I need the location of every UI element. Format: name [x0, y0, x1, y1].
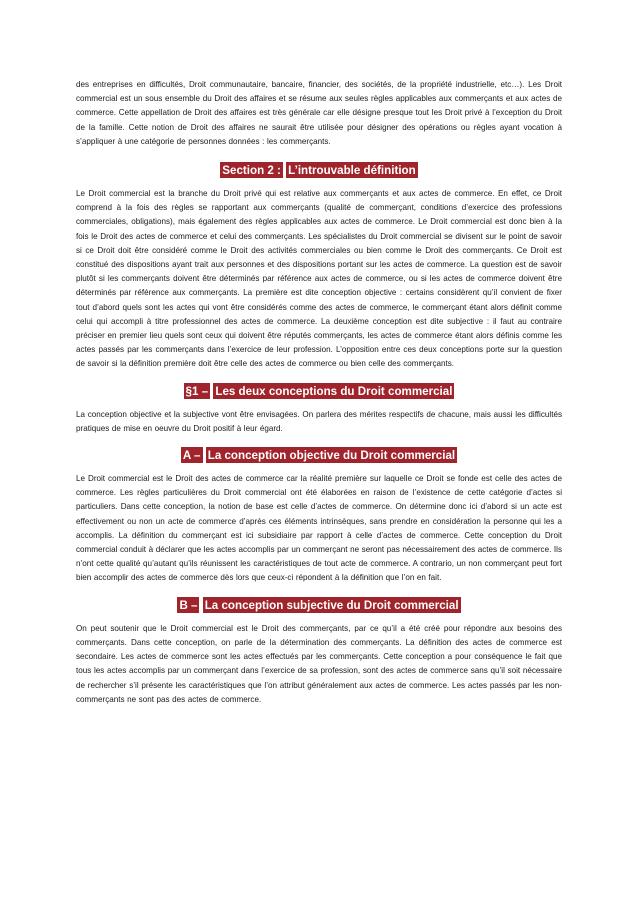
- subsection-a-letter: A –: [182, 449, 201, 463]
- subsection-a-paragraph: Le Droit commercial est le Droit des actes de commerce car la réalité première sur laquelle ce Droit se fonde est celle des actes de commerce. Les règles particulières du Droit commercial ont été élaborées en raison de l’existence de cette catégorie d’actes si particuliers. Dans cette conception, la notion de base est celle d’actes de commerce. On détermine donc ici d’abord si un acte est effectivement ou non un acte de commerce d’après ces éléments intrinsèques, sans prendre en considération la personne qui les a accomplis. La définition du commerçant est ici subsidiaire par rapport à celle d’actes de commerce. Cette conception du Droit commercial conduit à déclarer que les actes accomplis par un commerçant ne seront pas nécessairement des actes de commerce. Ils n’ont cette qualité qu’autant qu’ils réunissent les caractéristiques de tout acte de commerce. A contrario, un non commerçant peut fort bien accomplir des actes de commerce dès lors que ceux-ci répondent à la définition que l’on en fait.: [76, 474, 562, 583]
- subsection-a-title: La conception objective du Droit commercial: [207, 449, 456, 463]
- section-2-title: L’introuvable définition: [288, 164, 416, 178]
- paragraph-1-text: La conception objective et la subjective vont être envisagées. On parlera des mérites respectifs de chacune, mais aussi les difficultés pratiques de mise en oeuvre du Droit positif à leur égard.: [76, 409, 562, 433]
- subsection-b-paragraph: On peut soutenir que le Droit commercial est le Droit des commerçants, par ce qu’il a été créé pour répondre aux besoins des commerçants. Dans cette conception, on parle de la détermination des commerçants. La définition des actes de commerce est secondaire. Les actes de commerce sont les actes effectués par les commerçants. Cette conception a pour conséquence le fait que tous les actes accomplis par un commerçant dans l’exercice de sa profession, sont des actes de commerce sans qu’il soit nécessaire de rechercher s’il présente les caractéristiques que l’on attribut généralement aux actes de commerce. Les actes passés par les non-commerçants ne sont pas des actes de commerce.: [76, 623, 562, 704]
- paragraph-1-number: §1 –: [185, 384, 209, 398]
- intro-paragraph: des entreprises en difficultés, Droit communautaire, bancaire, financier, des sociétés, de la propriété industrielle, etc…). Les Droit commercial est un sous ensemble du Droit des affaires et se résume aux seules règles applicables aux commerçants et aux actes de commerce. Cette appellation de Droit des affaires est très générale car elle désigne presque tout les Droit privé à l’exception du Droit de la famille. Cette notion de Droit des affaires ne saurait être utilisée pour désigner des opérations ou règles ayant vocation à s’appliquer à une catégorie de personnes données : les commerçants.: [76, 80, 562, 146]
- document-body: [76, 78, 562, 707]
- subsection-b-letter: B –: [179, 598, 198, 612]
- section-2-heading: [76, 161, 562, 179]
- subsection-a-heading: [76, 446, 562, 464]
- subsection-b-heading: [76, 596, 562, 614]
- paragraph-1-heading: [76, 382, 562, 400]
- subsection-b-title: La conception subjective du Droit commercial: [204, 598, 459, 612]
- section-2-paragraph: Le Droit commercial est la branche du Droit privé qui est relative aux commerçants et aux actes de commerce. En effet, ce Droit comprend à la fois des règles se rapportant aux commerçants (qualité de commerçant, conditions d’exercice des professions commerciales, obligations), mais également des règles applicables aux actes de commerce. Le Droit commercial est donc bien à la fois le Droit des actes de commerce et celui des commerçants. Les spécialistes du Droit commercial se divisent sur le point de savoir si ce Droit doit être considéré comme le Droit des activités commerciales ou bien comme le Droit des commerçants. Ce Droit est constitué des dispositions ayant trait aux personnes et des dispositions portant sur les actes de commerce. La question est de savoir plutôt si les commerçants doivent être déterminés par référence aux actes de commerce, ou si les actes de commerce doivent être déterminés par référence aux commerçants. La première est dite conception objective : certains considèrent qu’il convient de fixer tout d’abord quels sont les actes qui vont être considérés comme des actes de commerce, le commerçant étant alors définit comme celui qui accompli à titre professionnel des actes de commerce. La deuxième conception est dite subjective : il faut au contraire préciser en premier lieu quels sont ceux qui doivent être réputés commerçants, les actes de commerce étant alors définis comme les actes passés par les commerçants dans l’exercice de leur profession. L’opposition entre ces deux conceptions porte sur la question de savoir si la définition première doit être celle des actes de commerce ou bien celle des commerçants.: [76, 189, 562, 369]
- section-2-number: Section 2 :: [222, 164, 281, 178]
- paragraph-1-title: Les deux conceptions du Droit commercial: [215, 384, 453, 398]
